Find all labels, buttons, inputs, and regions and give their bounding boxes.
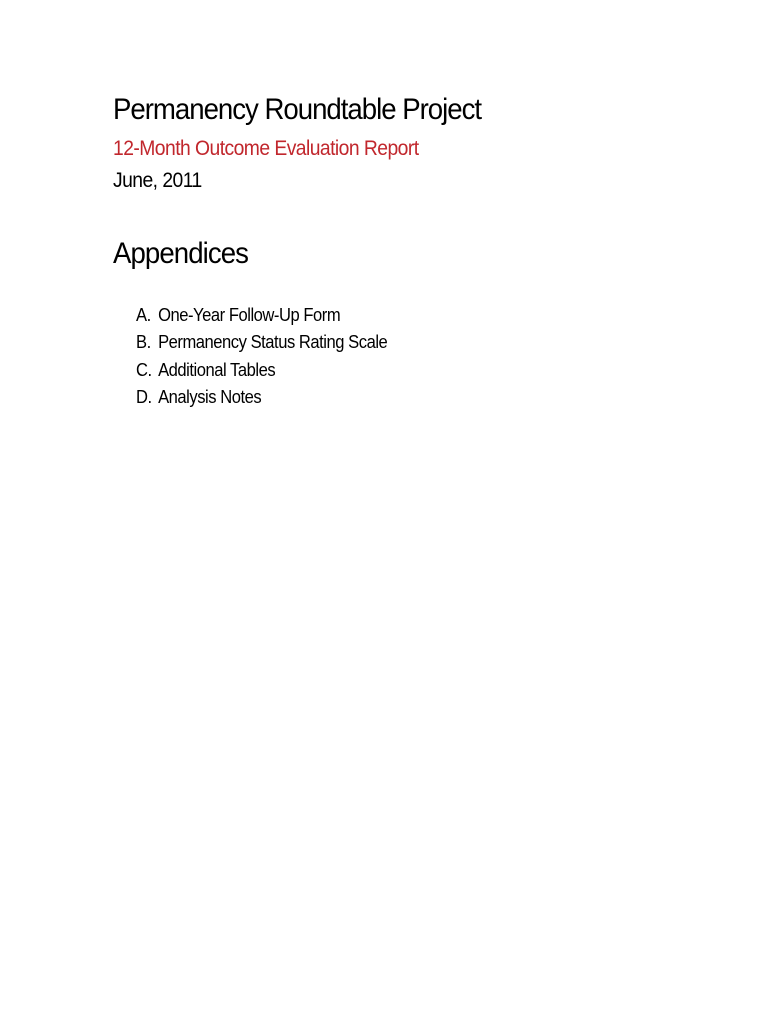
appendix-list — [136, 305, 409, 414]
appendix-letter: D. — [136, 386, 152, 407]
appendix-item-d — [136, 387, 387, 414]
appendix-label: One-Year Follow-Up Form — [158, 305, 341, 325]
document-subtitle: 12-Month Outcome Evaluation Report — [113, 137, 419, 160]
appendices-heading: Appendices — [113, 237, 249, 270]
appendix-item-c — [136, 360, 387, 387]
appendix-label: Additional Tables — [158, 359, 276, 380]
appendix-item-a — [136, 305, 387, 332]
appendix-letter: C. — [136, 359, 152, 380]
appendix-label: Permanency Status Rating Scale — [158, 332, 388, 353]
appendix-letter: A. — [136, 305, 151, 325]
document-date: June, 2011 — [113, 169, 202, 192]
document-title: Permanency Roundtable Project — [113, 93, 482, 126]
appendix-label: Analysis Notes — [158, 386, 262, 407]
appendix-item-b — [136, 332, 387, 359]
appendix-letter: B. — [136, 332, 151, 353]
